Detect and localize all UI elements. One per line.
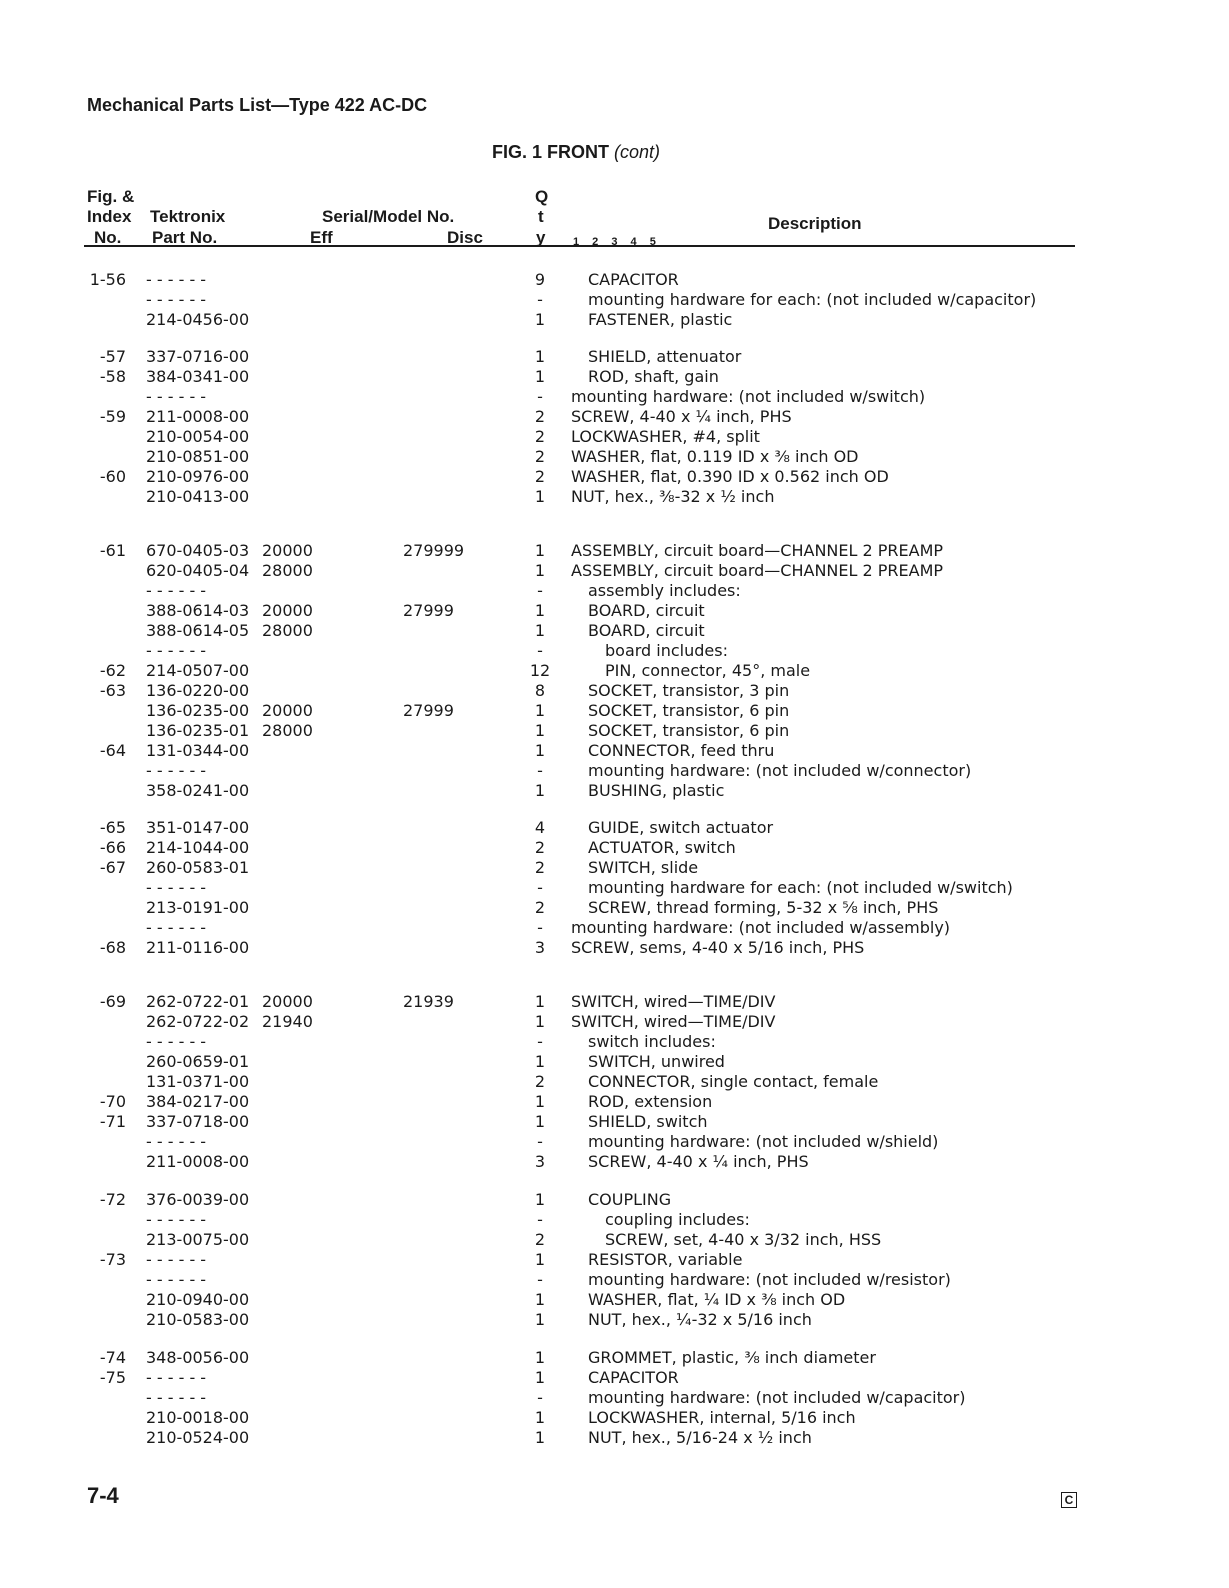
quantity-cell: - [537, 1388, 543, 1407]
description-cell: mounting hardware: (not included w/capacitor) [588, 1388, 966, 1407]
table-row [0, 1072, 1229, 1092]
quantity-cell: 1 [534, 347, 546, 366]
description-cell: NUT, hex., 5/16-24 x ½ inch [588, 1428, 812, 1447]
table-row [0, 1290, 1229, 1310]
table-row [0, 581, 1229, 601]
part-number-cell: - - - - - - [146, 1368, 207, 1387]
description-cell: SHIELD, attenuator [588, 347, 742, 366]
description-cell: SOCKET, transistor, 6 pin [588, 701, 790, 720]
col-serial-model: Serial/Model No. [322, 207, 455, 226]
part-number-cell: - - - - - - [146, 761, 207, 780]
quantity-cell: 8 [534, 681, 546, 700]
col-indent-levels: 1 2 3 4 5 [573, 236, 661, 248]
table-row [0, 1112, 1229, 1132]
description-cell: mounting hardware: (not included w/assembly) [571, 918, 951, 937]
quantity-cell: 1 [534, 541, 546, 560]
part-number-cell: 384-0217-00 [146, 1092, 250, 1111]
quantity-cell: 1 [534, 701, 546, 720]
table-row [0, 310, 1229, 330]
description-cell: WASHER, flat, 0.390 ID x 0.562 inch OD [571, 467, 889, 486]
col-qty-y: y [536, 228, 546, 247]
description-cell: mounting hardware for each: (not included w/capacitor) [588, 290, 1037, 309]
part-number-cell: 262-0722-02 [146, 1012, 250, 1031]
index-cell: -65 [99, 818, 126, 837]
part-number-cell: - - - - - - [146, 1032, 207, 1051]
quantity-cell: - [537, 1210, 543, 1229]
index-cell: -68 [99, 938, 126, 957]
table-row [0, 387, 1229, 407]
quantity-cell: 1 [534, 310, 546, 329]
description-cell: GUIDE, switch actuator [588, 818, 774, 837]
table-row [0, 898, 1229, 918]
quantity-cell: 1 [534, 1012, 546, 1031]
quantity-cell: 1 [534, 992, 546, 1011]
serial-disc-cell: 279999 [403, 541, 465, 560]
serial-eff-cell: 28000 [262, 621, 313, 640]
part-number-cell: - - - - - - [146, 270, 207, 289]
table-row [0, 1092, 1229, 1112]
description-cell: BOARD, circuit [588, 621, 705, 640]
part-number-cell: 213-0191-00 [146, 898, 250, 917]
index-cell: -64 [99, 741, 126, 760]
description-cell: SOCKET, transistor, 3 pin [588, 681, 790, 700]
quantity-cell: 3 [534, 938, 546, 957]
table-row [0, 1190, 1229, 1210]
table-row [0, 601, 1229, 621]
description-cell: SCREW, 4-40 x ¼ inch, PHS [588, 1152, 809, 1171]
index-cell: -71 [99, 1112, 126, 1131]
description-cell: ROD, extension [588, 1092, 713, 1111]
serial-eff-cell: 21940 [262, 1012, 313, 1031]
col-index: Index [87, 207, 132, 226]
part-number-cell: - - - - - - [146, 878, 207, 897]
quantity-cell: - [537, 641, 543, 660]
table-row [0, 701, 1229, 721]
part-number-cell: 620-0405-04 [146, 561, 250, 580]
description-cell: LOCKWASHER, internal, 5/16 inch [588, 1408, 856, 1427]
table-row [0, 1210, 1229, 1230]
col-disc: Disc [447, 228, 483, 247]
table-row [0, 1348, 1229, 1368]
quantity-cell: 2 [534, 447, 546, 466]
part-number-cell: 131-0371-00 [146, 1072, 250, 1091]
page-number: 7-4 [87, 1483, 119, 1508]
part-number-cell: - - - - - - [146, 581, 207, 600]
description-cell: SCREW, sems, 4-40 x 5/16 inch, PHS [571, 938, 865, 957]
quantity-cell: 1 [534, 1092, 546, 1111]
quantity-cell: 1 [534, 1408, 546, 1427]
col-description: Description [768, 214, 862, 233]
table-row [0, 761, 1229, 781]
index-cell: -58 [99, 367, 126, 386]
figure-title-suffix: (cont) [614, 142, 661, 162]
quantity-cell: 2 [534, 407, 546, 426]
table-row [0, 1230, 1229, 1250]
table-row [0, 721, 1229, 741]
part-number-cell: 210-0413-00 [146, 487, 250, 506]
quantity-cell: 4 [534, 818, 546, 837]
quantity-cell: 1 [534, 487, 546, 506]
quantity-cell: 9 [534, 270, 546, 289]
quantity-cell: 1 [534, 1112, 546, 1131]
description-cell: SWITCH, unwired [588, 1052, 725, 1071]
table-row [0, 661, 1229, 681]
table-row [0, 878, 1229, 898]
table-row [0, 1368, 1229, 1388]
quantity-cell: 1 [534, 1250, 546, 1269]
description-cell: ASSEMBLY, circuit board—CHANNEL 2 PREAMP [571, 561, 944, 580]
quantity-cell: - [537, 581, 543, 600]
quantity-cell: 1 [534, 367, 546, 386]
quantity-cell: 1 [534, 741, 546, 760]
table-row [0, 270, 1229, 290]
quantity-cell: - [537, 761, 543, 780]
part-number-cell: 210-0940-00 [146, 1290, 250, 1309]
description-cell: assembly includes: [588, 581, 741, 600]
quantity-cell: 2 [534, 898, 546, 917]
table-row [0, 918, 1229, 938]
table-row [0, 858, 1229, 878]
quantity-cell: - [537, 918, 543, 937]
table-row [0, 741, 1229, 761]
part-number-cell: 136-0235-01 [146, 721, 250, 740]
quantity-cell: - [537, 1132, 543, 1151]
part-number-cell: 214-0507-00 [146, 661, 250, 680]
table-row [0, 1388, 1229, 1408]
quantity-cell: 2 [534, 467, 546, 486]
table-row [0, 1052, 1229, 1072]
quantity-cell: 2 [534, 1072, 546, 1091]
table-row [0, 1428, 1229, 1448]
part-number-cell: 348-0056-00 [146, 1348, 250, 1367]
quantity-cell: 1 [534, 721, 546, 740]
index-cell: -74 [99, 1348, 126, 1367]
quantity-cell: 1 [534, 1310, 546, 1329]
quantity-cell: 1 [534, 1052, 546, 1071]
table-row [0, 781, 1229, 801]
description-cell: PIN, connector, 45°, male [605, 661, 811, 680]
table-row [0, 1250, 1229, 1270]
description-cell: SCREW, 4-40 x ¼ inch, PHS [571, 407, 792, 426]
part-number-cell: 260-0659-01 [146, 1052, 250, 1071]
description-cell: CAPACITOR [588, 1368, 679, 1387]
part-number-cell: 136-0235-00 [146, 701, 250, 720]
serial-eff-cell: 20000 [262, 541, 313, 560]
quantity-cell: 1 [534, 1428, 546, 1447]
index-cell: -57 [99, 347, 126, 366]
serial-eff-cell: 20000 [262, 701, 313, 720]
quantity-cell: - [537, 1032, 543, 1051]
table-row [0, 541, 1229, 561]
table-row [0, 1310, 1229, 1330]
part-number-cell: 337-0718-00 [146, 1112, 250, 1131]
description-cell: NUT, hex., ⅜-32 x ½ inch [571, 487, 775, 506]
col-qty-t: t [538, 207, 544, 226]
col-part-no: Part No. [152, 228, 218, 247]
part-number-cell: 211-0008-00 [146, 1152, 250, 1171]
part-number-cell: - - - - - - [146, 1132, 207, 1151]
part-number-cell: 210-0524-00 [146, 1428, 250, 1447]
part-number-cell: 210-0583-00 [146, 1310, 250, 1329]
description-cell: CONNECTOR, feed thru [588, 741, 775, 760]
quantity-cell: - [537, 290, 543, 309]
description-cell: ACTUATOR, switch [588, 838, 736, 857]
quantity-cell: 1 [534, 1348, 546, 1367]
table-row [0, 1032, 1229, 1052]
description-cell: SHIELD, switch [588, 1112, 708, 1131]
table-row [0, 427, 1229, 447]
part-number-cell: - - - - - - [146, 1388, 207, 1407]
index-cell: -67 [99, 858, 126, 877]
description-cell: mounting hardware: (not included w/switch) [571, 387, 926, 406]
table-row [0, 992, 1229, 1012]
serial-eff-cell: 20000 [262, 601, 313, 620]
part-number-cell: - - - - - - [146, 1270, 207, 1289]
table-row [0, 407, 1229, 427]
index-cell: -75 [99, 1368, 126, 1387]
part-number-cell: 358-0241-00 [146, 781, 250, 800]
table-row [0, 818, 1229, 838]
description-cell: BUSHING, plastic [588, 781, 725, 800]
description-cell: mounting hardware: (not included w/resistor) [588, 1270, 951, 1289]
table-row [0, 467, 1229, 487]
table-row [0, 641, 1229, 661]
table-row [0, 938, 1229, 958]
part-number-cell: 351-0147-00 [146, 818, 250, 837]
part-number-cell: 131-0344-00 [146, 741, 250, 760]
serial-disc-cell: 27999 [403, 701, 454, 720]
description-cell: SWITCH, slide [588, 858, 699, 877]
part-number-cell: 376-0039-00 [146, 1190, 250, 1209]
description-cell: CAPACITOR [588, 270, 679, 289]
description-cell: mounting hardware: (not included w/connector) [588, 761, 972, 780]
part-number-cell: - - - - - - [146, 1250, 207, 1269]
quantity-cell: 2 [534, 1230, 546, 1249]
table-row [0, 447, 1229, 467]
col-no: No. [94, 228, 122, 247]
description-cell: board includes: [605, 641, 728, 660]
description-cell: NUT, hex., ¼-32 x 5/16 inch [588, 1310, 812, 1329]
table-row [0, 367, 1229, 387]
serial-eff-cell: 28000 [262, 561, 313, 580]
quantity-cell: - [537, 878, 543, 897]
part-number-cell: 388-0614-05 [146, 621, 250, 640]
table-row [0, 1152, 1229, 1172]
index-cell: -66 [99, 838, 126, 857]
index-cell: -73 [99, 1250, 126, 1269]
quantity-cell: 1 [534, 1190, 546, 1209]
table-row [0, 838, 1229, 858]
col-qty-q: Q [535, 187, 549, 206]
serial-disc-cell: 27999 [403, 601, 454, 620]
col-eff: Eff [310, 228, 333, 247]
table-row [0, 621, 1229, 641]
index-cell: -69 [99, 992, 126, 1011]
description-cell: ASSEMBLY, circuit board—CHANNEL 2 PREAMP [571, 541, 944, 560]
part-number-cell: - - - - - - [146, 918, 207, 937]
part-number-cell: 260-0583-01 [146, 858, 250, 877]
description-cell: SOCKET, transistor, 6 pin [588, 721, 790, 740]
part-number-cell: 210-0976-00 [146, 467, 250, 486]
quantity-cell: 2 [534, 858, 546, 877]
part-number-cell: 211-0116-00 [146, 938, 250, 957]
quantity-cell: 1 [534, 1290, 546, 1309]
part-number-cell: 262-0722-01 [146, 992, 250, 1011]
serial-disc-cell: 21939 [403, 992, 454, 1011]
description-cell: SWITCH, wired—TIME/DIV [571, 992, 776, 1011]
description-cell: FASTENER, plastic [588, 310, 733, 329]
table-row [0, 681, 1229, 701]
part-number-cell: 384-0341-00 [146, 367, 250, 386]
index-cell: -72 [99, 1190, 126, 1209]
index-cell: -61 [99, 541, 126, 560]
description-cell: SWITCH, wired—TIME/DIV [571, 1012, 776, 1031]
description-cell: WASHER, flat, ¼ ID x ⅜ inch OD [588, 1290, 846, 1309]
part-number-cell: - - - - - - [146, 641, 207, 660]
index-cell: 1-56 [89, 270, 126, 289]
quantity-cell: - [537, 1270, 543, 1289]
quantity-cell: 3 [534, 1152, 546, 1171]
quantity-cell: 2 [534, 838, 546, 857]
description-cell: coupling includes: [605, 1210, 750, 1229]
quantity-cell: 2 [534, 427, 546, 446]
quantity-cell: 1 [534, 781, 546, 800]
table-row [0, 1270, 1229, 1290]
part-number-cell: 388-0614-03 [146, 601, 250, 620]
table-row [0, 1132, 1229, 1152]
part-number-cell: 210-0851-00 [146, 447, 250, 466]
table-row [0, 487, 1229, 507]
serial-eff-cell: 28000 [262, 721, 313, 740]
description-cell: mounting hardware for each: (not included w/switch) [588, 878, 1013, 897]
part-number-cell: - - - - - - [146, 387, 207, 406]
table-row [0, 347, 1229, 367]
description-cell: COUPLING [588, 1190, 672, 1209]
serial-eff-cell: 20000 [262, 992, 313, 1011]
quantity-cell: 1 [534, 601, 546, 620]
description-cell: SCREW, set, 4-40 x 3/32 inch, HSS [605, 1230, 882, 1249]
table-row [0, 1408, 1229, 1428]
quantity-cell: 12 [529, 661, 551, 680]
index-cell: -59 [99, 407, 126, 426]
quantity-cell: 1 [534, 621, 546, 640]
description-cell: SCREW, thread forming, 5-32 x ⅝ inch, PHS [588, 898, 939, 917]
part-number-cell: 210-0018-00 [146, 1408, 250, 1427]
description-cell: WASHER, flat, 0.119 ID x ⅜ inch OD [571, 447, 859, 466]
description-cell: BOARD, circuit [588, 601, 705, 620]
page-header-title: Mechanical Parts List—Type 422 AC-DC [87, 95, 428, 115]
col-tektronix: Tektronix [150, 207, 226, 226]
table-row [0, 561, 1229, 581]
part-number-cell: 211-0008-00 [146, 407, 250, 426]
part-number-cell: 670-0405-03 [146, 541, 250, 560]
index-cell: -63 [99, 681, 126, 700]
part-number-cell: 214-1044-00 [146, 838, 250, 857]
col-fig: Fig. & [87, 187, 135, 206]
index-cell: -62 [99, 661, 126, 680]
part-number-cell: 213-0075-00 [146, 1230, 250, 1249]
quantity-cell: 1 [534, 1368, 546, 1387]
description-cell: mounting hardware: (not included w/shield) [588, 1132, 939, 1151]
description-cell: GROMMET, plastic, ⅜ inch diameter [588, 1348, 876, 1367]
part-number-cell: 214-0456-00 [146, 310, 250, 329]
description-cell: switch includes: [588, 1032, 716, 1051]
description-cell: RESISTOR, variable [588, 1250, 743, 1269]
figure-title-text: FIG. 1 FRONT [492, 142, 609, 162]
description-cell: ROD, shaft, gain [588, 367, 719, 386]
description-cell: LOCKWASHER, #4, split [571, 427, 760, 446]
description-cell: CONNECTOR, single contact, female [588, 1072, 879, 1091]
part-number-cell: 136-0220-00 [146, 681, 250, 700]
table-row [0, 1012, 1229, 1032]
table-row [0, 290, 1229, 310]
index-cell: -60 [99, 467, 126, 486]
quantity-cell: - [537, 387, 543, 406]
part-number-cell: 210-0054-00 [146, 427, 250, 446]
part-number-cell: - - - - - - [146, 290, 207, 309]
copyright-mark: C [1061, 1492, 1077, 1508]
index-cell: -70 [99, 1092, 126, 1111]
part-number-cell: 337-0716-00 [146, 347, 250, 366]
quantity-cell: 1 [534, 561, 546, 580]
part-number-cell: - - - - - - [146, 1210, 207, 1229]
